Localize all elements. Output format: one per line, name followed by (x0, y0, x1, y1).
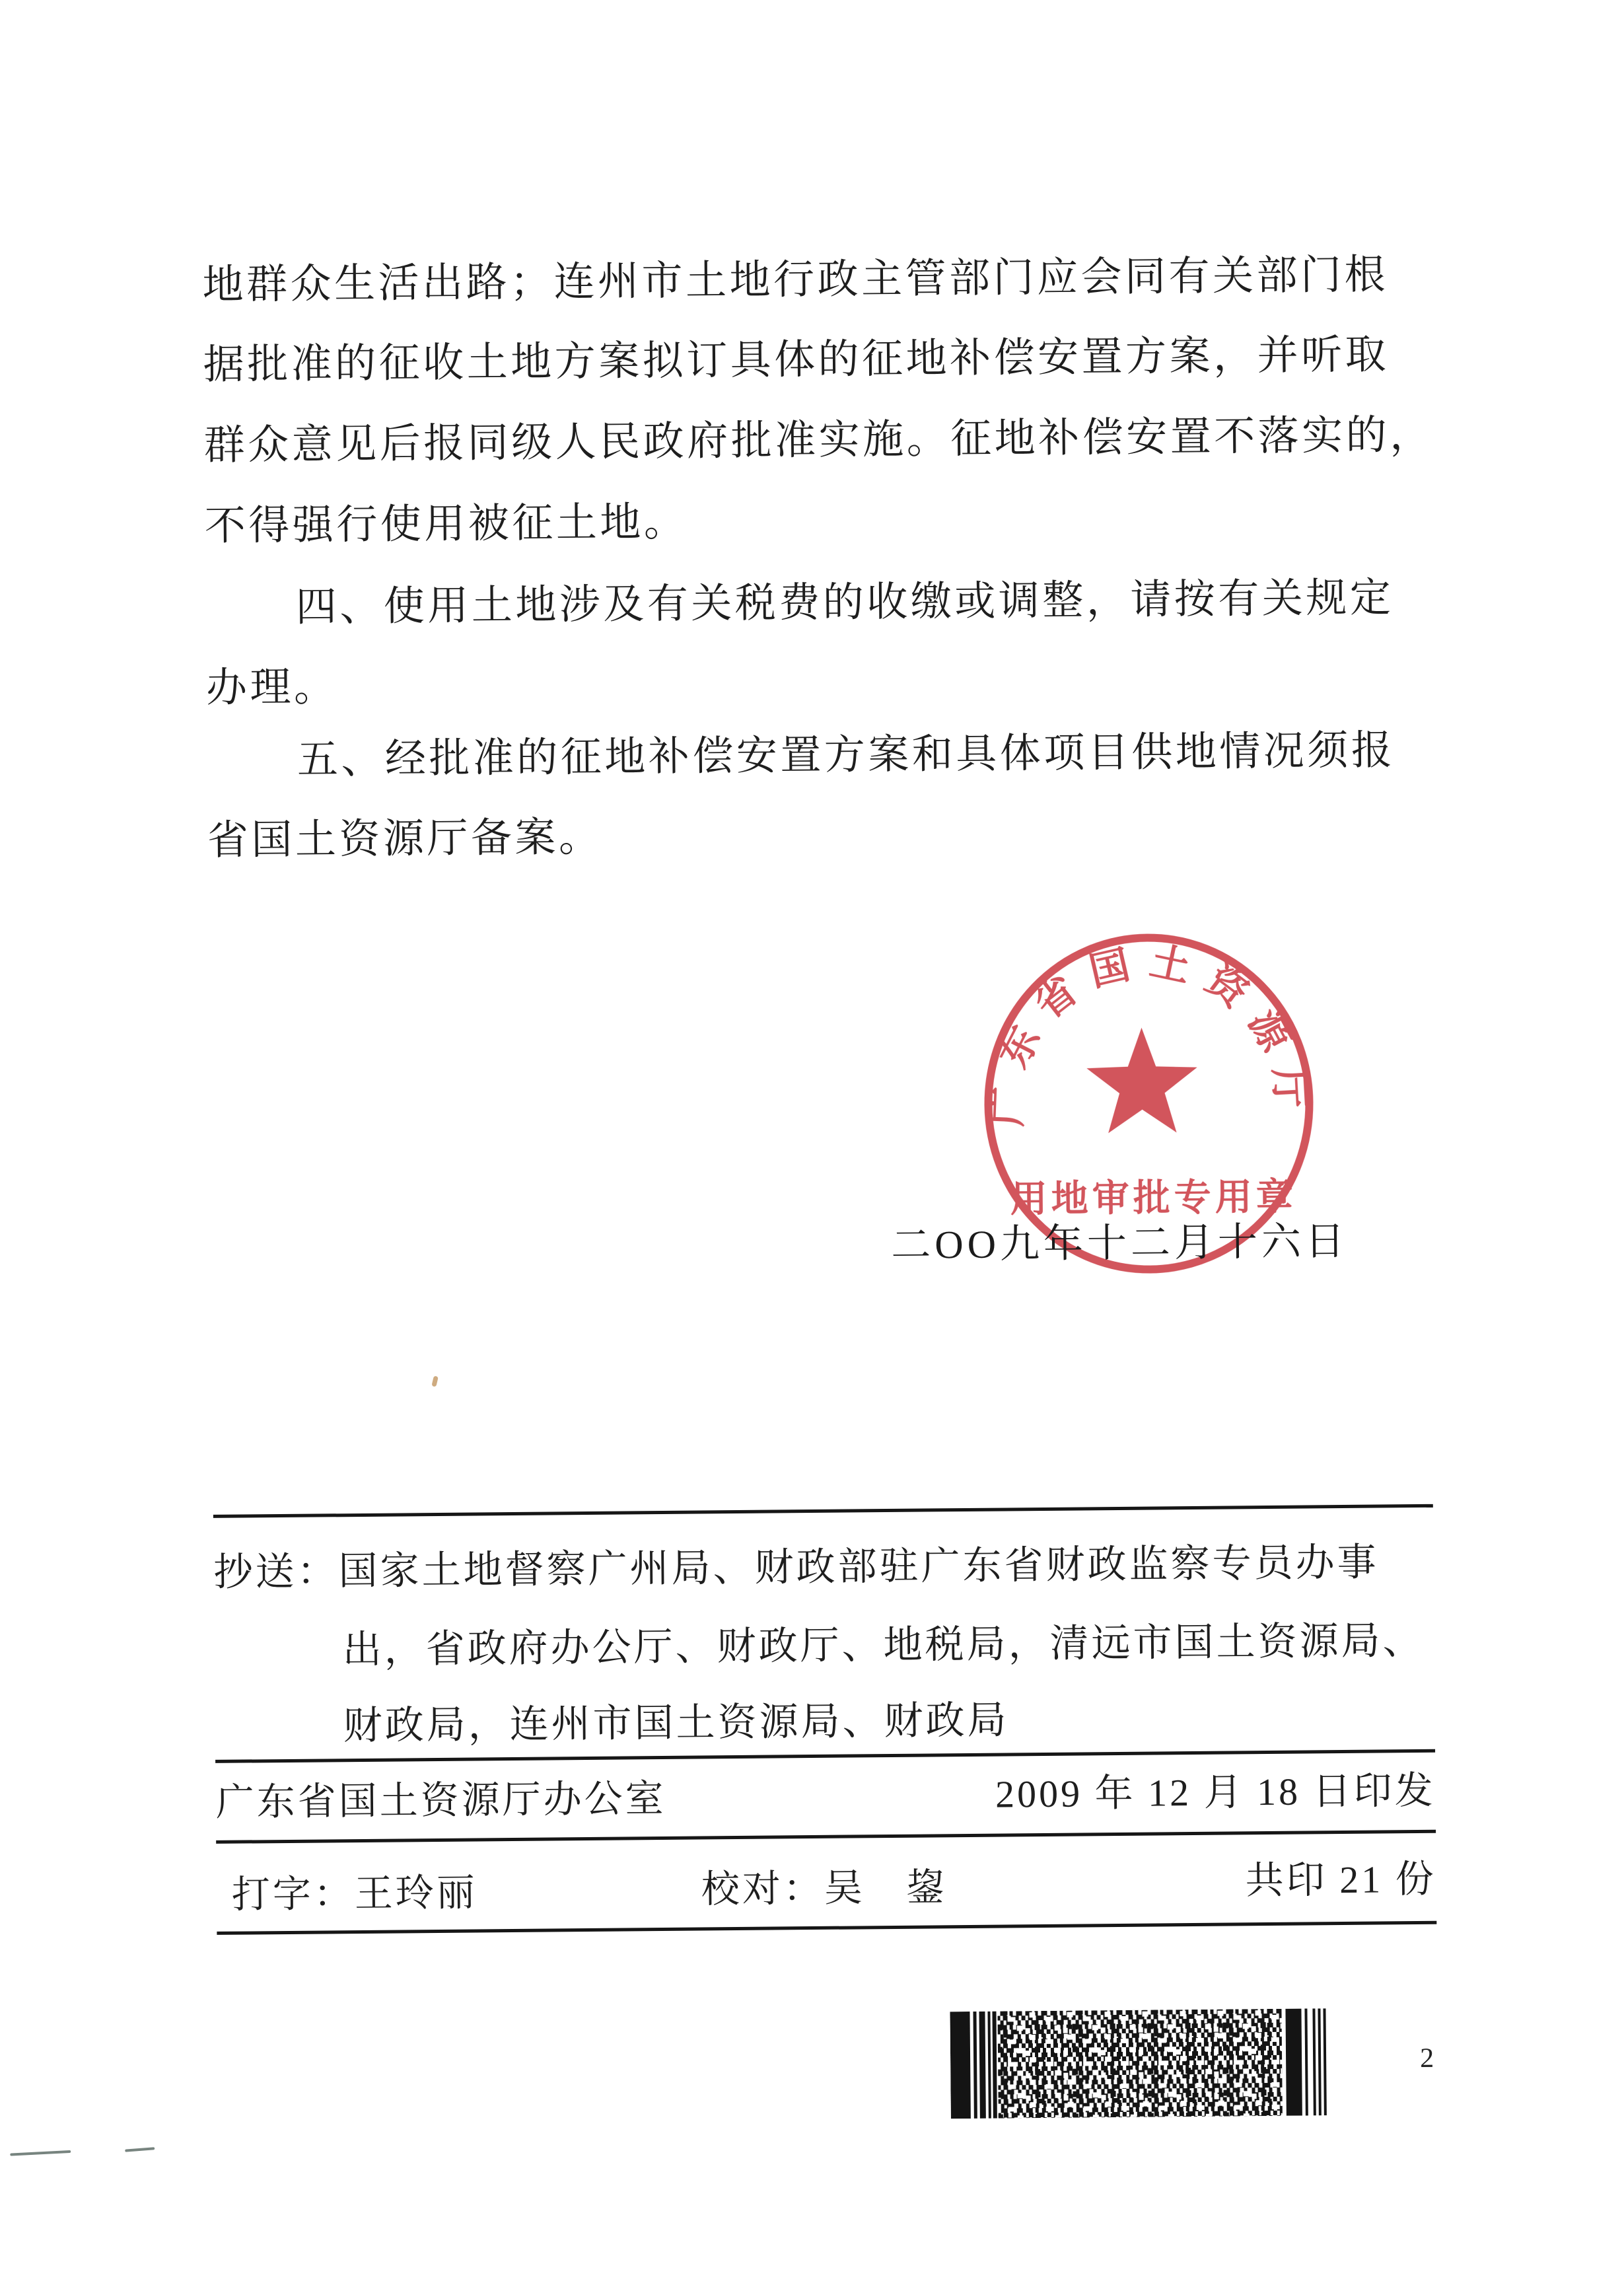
barcode-pdf417 (950, 2008, 1347, 2119)
scan-speck (431, 1375, 439, 1387)
scan-scratch (125, 2147, 155, 2152)
seal-banner-text: 用地审批专用章 (1010, 1177, 1297, 1221)
scan-scratch (10, 2150, 71, 2156)
body-line: 办理。 (205, 665, 338, 711)
page-number: 2 (1419, 2043, 1434, 2074)
divider-line (215, 1749, 1435, 1763)
body-line: 省国土资源厅备案。 (207, 815, 603, 863)
divider-line (217, 1921, 1436, 1935)
copies-count: 共印 21 份 (1245, 1857, 1437, 1903)
proofreader-name: 校对：吴 鋆 (701, 1866, 948, 1911)
seal-star-icon (1086, 1027, 1198, 1134)
body-line: 地群众生活出路；连州市土地行政主管部门应会同有关部门根 (202, 252, 1389, 309)
cc-list-line: 出，省政府办公厅、财政厅、地税局，清远市国土资源局、 (342, 1618, 1425, 1672)
body-line: 据批准的征收土地方案拟订具体的征地补偿安置方案，并听取 (203, 332, 1390, 388)
typist-name: 打字：王玲丽 (231, 1871, 478, 1916)
cc-list-line: 抄送：国家土地督察广州局、财政部驻广东省财政监察专员办事 (213, 1540, 1379, 1594)
issue-date: 二OO九年十二月十六日 (891, 1219, 1349, 1267)
print-date: 2009 年 12 月 18 日印发 (995, 1768, 1436, 1816)
cc-list-line: 财政局，连州市国土资源局、财政局 (343, 1698, 1009, 1748)
body-line: 四、使用土地涉及有关税费的收缴或调整，请按有关规定 (295, 575, 1394, 630)
issuing-office: 广东省国土资源厅办公室 (215, 1776, 666, 1824)
divider-line (213, 1504, 1433, 1518)
body-line: 群众意见后报同级人民政府批准实施。征地补偿安置不落实的， (203, 412, 1434, 468)
divider-line (216, 1830, 1436, 1844)
body-line: 不得强行使用被征土地。 (204, 499, 688, 549)
seal-arc-text: 广东省国土资源厅 (985, 939, 1313, 1128)
body-line: 五、经批准的征地补偿安置方案和具体项目供地情况须报 (297, 728, 1395, 783)
